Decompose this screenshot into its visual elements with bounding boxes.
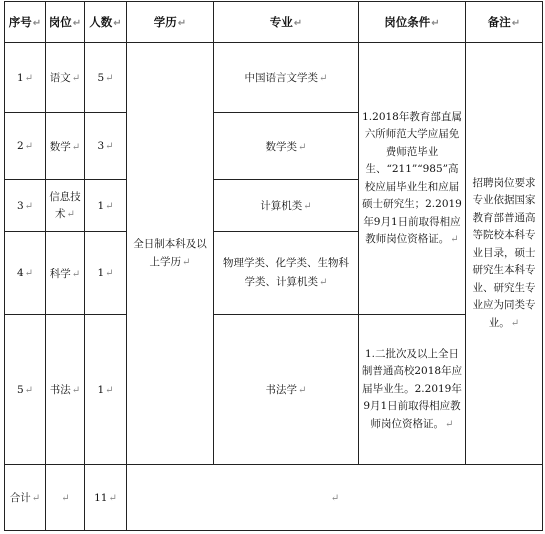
cell-count: 1↵ [85,180,127,232]
cell-conditions-calligraphy: 1.二批次及以上全日制普通高校2018年应届毕业生。2.2019年9月1日前取得相应教师岗位资格证。↵ [359,315,466,465]
cell-no: 2↵ [5,113,46,180]
cell-post: 科学↵ [46,232,85,315]
cell-major: 计算机类↵ [214,180,359,232]
header-conditions: 岗位条件↵ [359,2,466,43]
cell-education: 全日制本科及以上学历↵ [127,43,214,465]
table-row [5,43,543,113]
cell-conditions-main: 1.2018年教育部直属六所师范大学应届免费师范毕业生、“211”“985”高校应届毕业生和应届硕士研究生；2.2019年9月1日前取得相应教师岗位资格证。↵ [359,43,466,315]
recruitment-table [4,1,543,531]
total-row [5,465,543,531]
cell-no: 5↵ [5,315,46,465]
cell-post: 书法↵ [46,315,85,465]
cell-post: 数学↵ [46,113,85,180]
table-row [5,315,543,465]
cell-major: 书法学↵ [214,315,359,465]
cell-major: 物理学类、化学类、生物科学类、计算机类↵ [214,232,359,315]
cell-no: 1↵ [5,43,46,113]
header-major: 专业↵ [214,2,359,43]
cell-no: 3↵ [5,180,46,232]
header-no: 序号↵ [5,2,46,43]
cell-count: 3↵ [85,113,127,180]
cell-post: 信息技术↵ [46,180,85,232]
total-post: ↵ [46,465,85,531]
header-education: 学历↵ [127,2,214,43]
total-count: 11↵ [85,465,127,531]
cell-count: 5↵ [85,43,127,113]
header-remarks: 备注↵ [466,2,543,43]
total-label: 合计↵ [5,465,46,531]
cell-major: 中国语言文学类↵ [214,43,359,113]
cell-major: 数学类↵ [214,113,359,180]
cell-post: 语文↵ [46,43,85,113]
header-count: 人数↵ [85,2,127,43]
cell-no: 4↵ [5,232,46,315]
cell-count: 1↵ [85,232,127,315]
header-row [5,2,543,43]
header-post: 岗位↵ [46,2,85,43]
cell-count: 1↵ [85,315,127,465]
cell-remarks: 招聘岗位要求专业依据国家教育部普通高等院校本科专业目录，硕士研究生本科专业、研究生专业应为同类专业。↵ [466,43,543,465]
total-rest: ↵ [127,465,543,531]
